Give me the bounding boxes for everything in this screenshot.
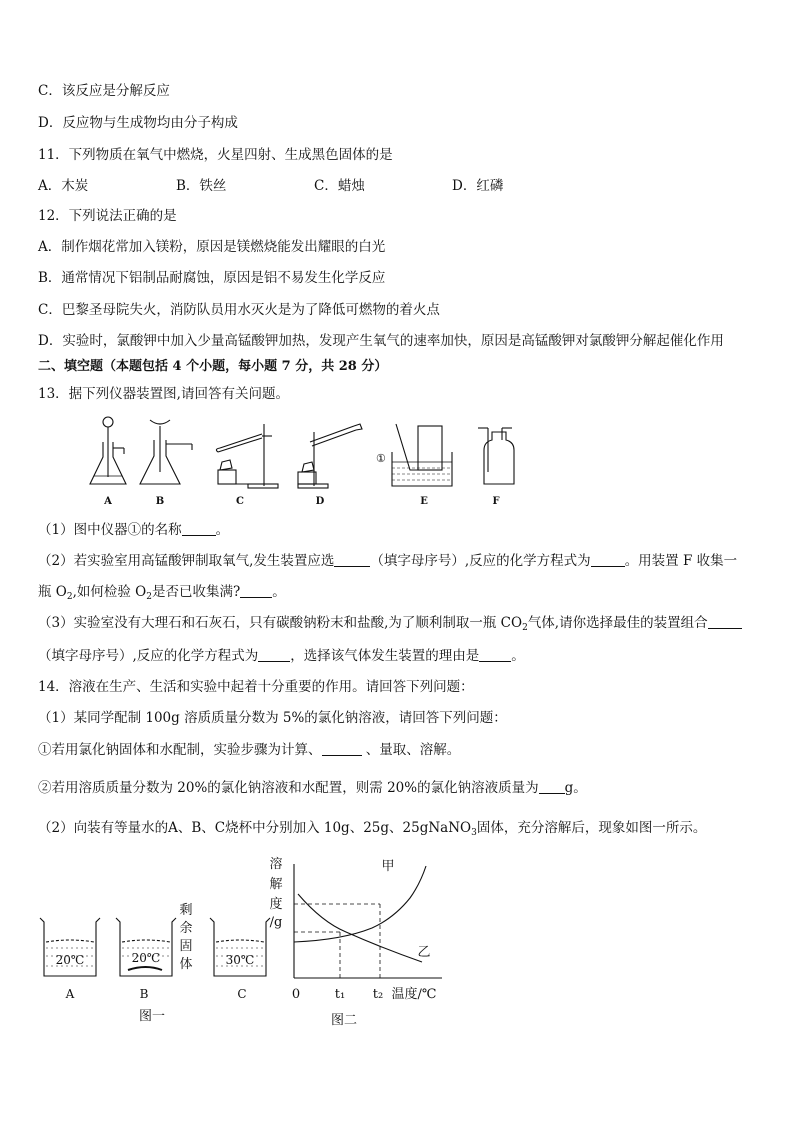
xlabel: 温度/℃ (391, 987, 437, 1002)
q12-option-b: B．通常情况下铝制品耐腐蚀，原因是铝不易发生化学反应 (38, 270, 386, 286)
apparatus-figure (80, 412, 540, 512)
q11-option-c: C．蜡烛 (314, 178, 365, 194)
apparatus-c-icon (216, 424, 278, 488)
beaker-c-icon (210, 918, 270, 976)
q11-option-d: D．红磷 (452, 178, 504, 194)
section-2-heading: 二、填空题（本题包括 4 个小题，每小题 7 分，共 28 分） (38, 359, 388, 374)
q13-part3-line1: （3）实验室没有大理石和石灰石，只有碳酸钠粉末和盐酸,为了顺利制取一瓶 $CO_2$气体,请你选择最佳的装置组合 (38, 613, 742, 638)
q11-stem: 11．下列物质在氧气中燃烧，火星四射、生成黑色固体的是 (38, 147, 393, 163)
tick-t1: t₁ (334, 987, 346, 1002)
side-note-1: 剩 (179, 903, 193, 918)
figure2-caption: 图二 (330, 1013, 358, 1028)
tick-t2: t₂ (372, 987, 384, 1002)
ylabel-3: 度 (269, 897, 283, 912)
q14-part1-step1: ①若用氯化钠固体和水配制，实验步骤为计算、 、量取、溶解。 (38, 742, 461, 758)
q12-option-d: D．实验时，氯酸钾中加入少量高锰酸钾加热，发现产生氧气的速率加快，原因是高锰酸钾对氯酸钾分解起催化作用 (38, 333, 724, 349)
side-note-4: 体 (179, 957, 193, 972)
q11-options (38, 176, 503, 196)
apparatus-d-icon (298, 424, 362, 488)
q14-stem: 14．溶液在生产、生活和实验中起着十分重要的作用。请回答下列问题： (38, 679, 474, 695)
apparatus-label-f: F (492, 496, 500, 507)
q10-option-c: C．该反应是分解反应 (38, 83, 170, 99)
curve-jia-label: 甲 (381, 859, 395, 874)
beaker-b-temp: 20℃ (131, 951, 161, 965)
apparatus-label-e: E (420, 496, 428, 507)
q13-part2-line2: 瓶 $O_2$,如何检验 $O_2$是否已收集满? 。 (38, 584, 286, 602)
ylabel-2: 解 (269, 877, 283, 892)
q13-part2-line1: （2）若实验室用高锰酸钾制取氧气,发生装置应选 （填字母序号）,反应的化学方程式为 。用装置 F 收集一 (38, 553, 738, 569)
figure2-solubility (262, 852, 462, 1032)
beaker-a-temp: 20℃ (55, 953, 85, 967)
ylabel-4: /g (269, 915, 283, 930)
q10-option-d: D．反应物与生成物均由分子构成 (38, 115, 238, 131)
q13-stem: 13．据下列仪器装置图,请回答有关问题。 (38, 386, 289, 402)
q12-option-a: A．制作烟花常加入镁粉，原因是镁燃烧能发出耀眼的白光 (38, 239, 386, 255)
figure1-caption: 图一 (138, 1009, 166, 1024)
q13-part1: （1）图中仪器①的名称 。 (38, 522, 230, 538)
q13-part3-line2: （填字母序号）,反应的化学方程式为 ，选择该气体发生装置的理由是 。 (38, 648, 525, 664)
figure1-beakers (36, 900, 276, 1030)
beaker-b-icon (116, 918, 176, 976)
origin-label: 0 (291, 987, 301, 1002)
q14-part1-step2: ②若用溶质质量分数为 20%的氯化钠溶液和水配置，则需 20%的氯化钠溶液质量为 g。 (38, 780, 587, 796)
beaker-c-temp: 30℃ (225, 953, 255, 967)
apparatus-e-icon (392, 424, 452, 486)
apparatus-b-icon (140, 420, 192, 484)
apparatus-a-icon (90, 417, 126, 484)
ylabel-1: 溶 (269, 857, 283, 872)
instrument-circle-label: ① (376, 452, 386, 465)
q12-stem: 12．下列说法正确的是 (38, 208, 177, 224)
q12-option-c: C．巴黎圣母院失火，消防队员用水灭火是为了降低可燃物的着火点 (38, 302, 440, 318)
apparatus-label-c: C (236, 496, 244, 507)
side-note-2: 余 (179, 921, 193, 936)
apparatus-label-d: D (315, 496, 325, 507)
side-note-3: 固 (179, 939, 193, 954)
apparatus-label-b: B (155, 496, 165, 507)
q14-part1: （1）某同学配制 100g 溶质质量分数为 5%的氯化钠溶液，请回答下列问题： (38, 710, 507, 726)
curve-yi-label: 乙 (417, 945, 431, 960)
q11-option-a: A．木炭 (38, 178, 89, 194)
apparatus-label-a: A (104, 496, 112, 507)
beaker-c-label: C (237, 987, 247, 1001)
beaker-a-icon (40, 918, 100, 976)
apparatus-f-icon (478, 428, 514, 484)
beaker-a-label: A (65, 987, 75, 1001)
q14-part2: （2）向装有等量水的A、B、C烧杯中分别加入 10g、25g、25gNaNO$_3$固体，充分溶解后，现象如图一所示。 (38, 820, 707, 838)
beaker-b-label: B (139, 987, 149, 1001)
q11-option-b: B．铁丝 (176, 178, 227, 194)
